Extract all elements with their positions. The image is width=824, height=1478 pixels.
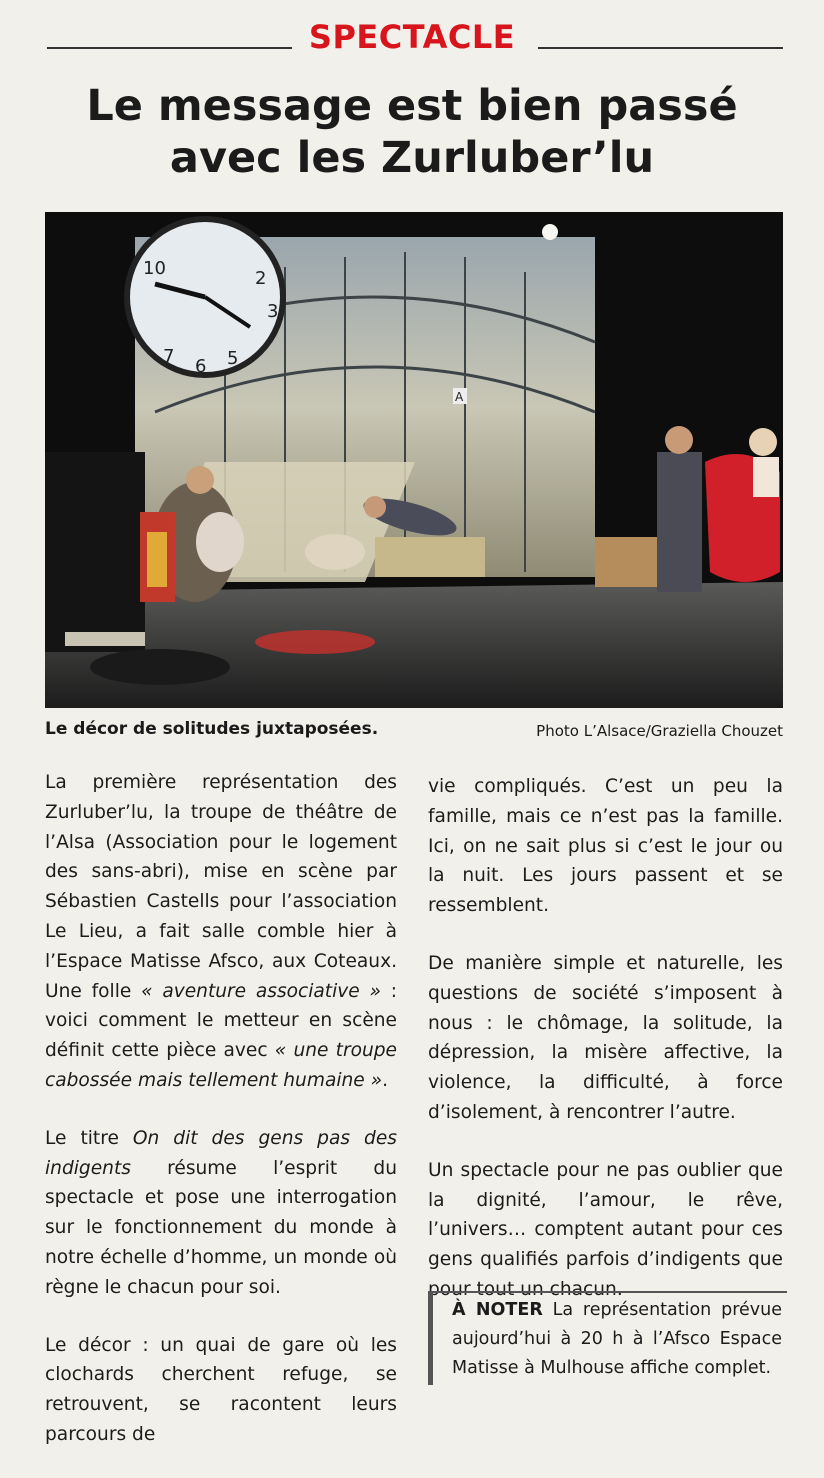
clock-number: 2 (255, 268, 267, 289)
quote: « une troupe cabossée mais tellement humaine » (45, 1040, 397, 1091)
quote: « aventure associative » (141, 980, 381, 1002)
article-column-right (428, 768, 783, 1333)
clock-number: 10 (143, 258, 166, 279)
article-column-left (45, 768, 397, 1478)
paragraph-text: . (382, 1069, 389, 1091)
note-text (452, 1296, 782, 1383)
stage-photo-illustration (45, 212, 783, 708)
play-title: On dit des gens pas des indigents (45, 1127, 397, 1179)
clock-number: 7 (163, 346, 175, 367)
stage-photo (45, 212, 783, 708)
paragraph-3-continued: vie compliqués. C’est un peu la famille, mais ce n’est pas la famille. Ici, on ne sait plus si c’est le jour ou la nuit. Les jours passent et se ressemblent. (428, 776, 783, 917)
article-headline: Le message est bien passé avec les Zurluber’lu (86, 81, 738, 183)
paragraph-text: résume l’esprit du spectacle et pose une interrogation sur le fonctionnement du monde à notre échelle d’homme, un monde où règne le chacun pour soi. (45, 1157, 397, 1298)
paragraph-text: Le titre (45, 1127, 133, 1149)
station-sign: A (455, 390, 464, 404)
paragraph-5: Un spectacle pour ne pas oublier que la dignité, l’amour, le rêve, l’univers… comptent autant pour ces gens qualifiés parfois d’indigents que pour tout un chacun. (428, 1159, 783, 1300)
photo-credit: Photo L’Alsace/Graziella Chouzet (536, 722, 783, 740)
photo-caption: Le décor de solitudes juxtaposées. (45, 719, 379, 739)
paragraph-3: Le décor : un quai de gare où les clochards cherchent refuge, se retrouvent, se racontent leurs parcours de (45, 1334, 397, 1445)
paragraph-4: De manière simple et naturelle, les questions de société s’imposent à nous : le chômage, la solitude, la dépression, la misère affective, la violence, la difficulté, à force d’isolement, à rencontrer l’autre. (428, 952, 783, 1123)
clock-number: 6 (195, 356, 207, 377)
paragraph-2 (45, 1124, 397, 1303)
rubric-rule-right (538, 47, 783, 49)
section-rubric: SPECTACLE (308, 18, 516, 56)
note-body: La représentation prévue aujourd’hui à 20 h à l’Afsco Espace Matisse à Mulhouse affiche complet. (452, 1300, 782, 1378)
paragraph-1 (45, 768, 397, 1096)
paragraph-text: La première représentation des Zurluber’lu, la troupe de théâtre de l’Alsa (Association pour le logement des sans-abri), mise en scène par Sébastien Castells pour l’association Le Lieu, a fait salle comble hier à l’Espace Matisse Afsco, aux Coteaux. Une folle (45, 772, 397, 1002)
note-label: À NOTER (452, 1300, 543, 1320)
paragraph-text: : voici comment le metteur en scène définit cette pièce avec (45, 980, 397, 1062)
clock-number: 5 (227, 348, 239, 369)
clock-number: 3 (267, 301, 279, 322)
